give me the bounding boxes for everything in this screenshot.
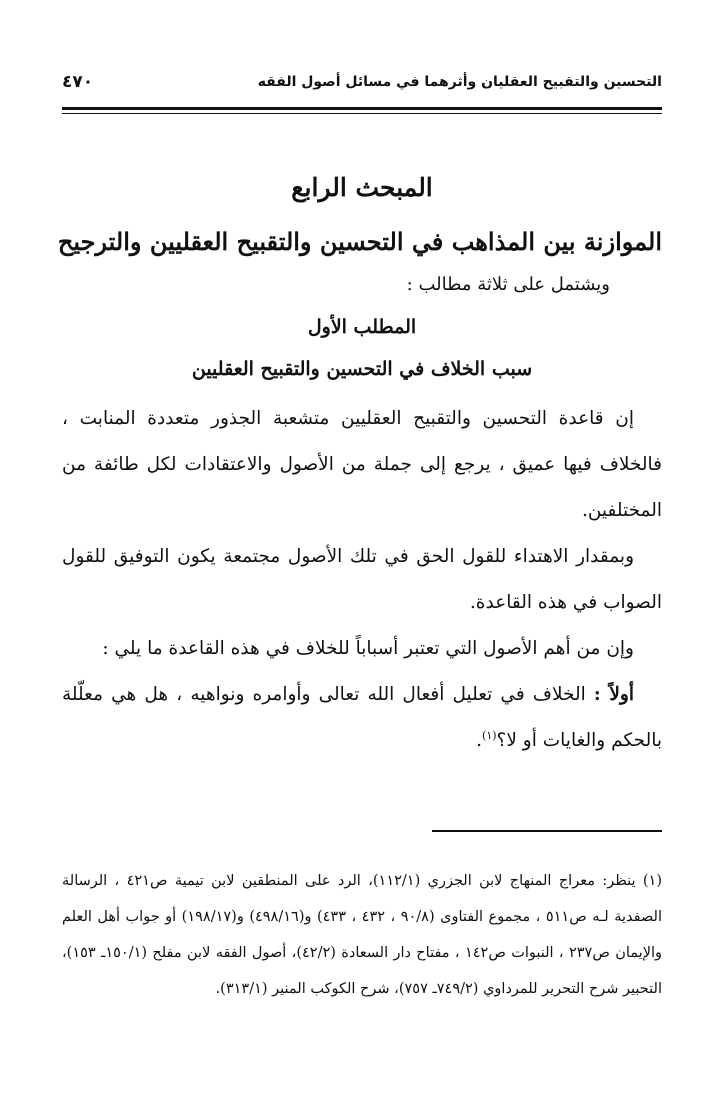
paragraph-4-end: . (476, 730, 483, 751)
paragraph-4-lead: أولاً : (593, 684, 634, 705)
paragraph-4-text: الخلاف في تعليل أفعال الله تعالى وأوامره ونواهيه ، هل هي معلّلة بالحكم والغايات أو لا؟ (62, 684, 662, 751)
paragraph-3: وإن من أهم الأصول التي تعتبر أسباباً للخلاف في هذه القاعدة ما يلي : (102, 638, 634, 659)
section-title: الموازنة بين المذاهب في التحسين والتقبيح العقليين والترجيح (57, 227, 662, 256)
section-heading: المبحث الرابع (291, 173, 433, 202)
footnote-1: (١) ينظر: معراج المنهاج لابن الجزري (١١٢/١)، الرد على المنطقين لابن تيمية ص٤٢١ ، الرسالة الصفدية لـه ص٥١١ ، مجموع الفتاوى (٩٠/٨ ، ٤٣٢ ، ٤٣٣) و(٤٩٨/١٦) و(١٩٨/١٧) أو جواب أهل العلم والإيمان ص٢٣٧ ، النبوات ص١٤٢ ، مفتاح دار السعادة (٤٢/٢)، أصول الفقه لابن مفلح (١٥٠/١ـ ١٥٣)، التحبير شرح التحرير للمرداوي (٧٤٩/٢ـ ٧٥٧)، شرح الكوكب المنير (٣١٣/١). (62, 872, 663, 997)
subsection-title: سبب الخلاف في التحسين والتقبيح العقليين (191, 358, 533, 380)
footnote-separator (432, 830, 662, 832)
header-rule-thin (62, 113, 662, 114)
page-number: ٤٧٠ (62, 72, 94, 92)
header-rule-thick (62, 107, 662, 110)
paragraph-4 (62, 672, 662, 764)
paragraph-1: إن قاعدة التحسين والتقبيح العقليين متشعبة الجذور متعددة المنابت ، فالخلاف فيها عميق ، يرجع إلى جملة من الأصول والاعتقادات لكل طائفة من المختلفين. (62, 408, 662, 521)
running-header (62, 70, 662, 100)
footnote-marker[interactable]: (١) (482, 728, 497, 742)
subsection-heading: المطلب الأول (307, 316, 417, 338)
intro-line: ويشتمل على ثلاثة مطالب : (406, 274, 610, 295)
main-text (57, 170, 662, 764)
running-title: التحسين والتقبيح العقليان وأثرهما في مسائل أصول الفقه (257, 74, 662, 90)
paragraph-2: وبمقدار الاهتداء للقول الحق في تلك الأصول مجتمعة يكون التوفيق للقول الصواب في هذه القاعدة. (62, 546, 662, 613)
